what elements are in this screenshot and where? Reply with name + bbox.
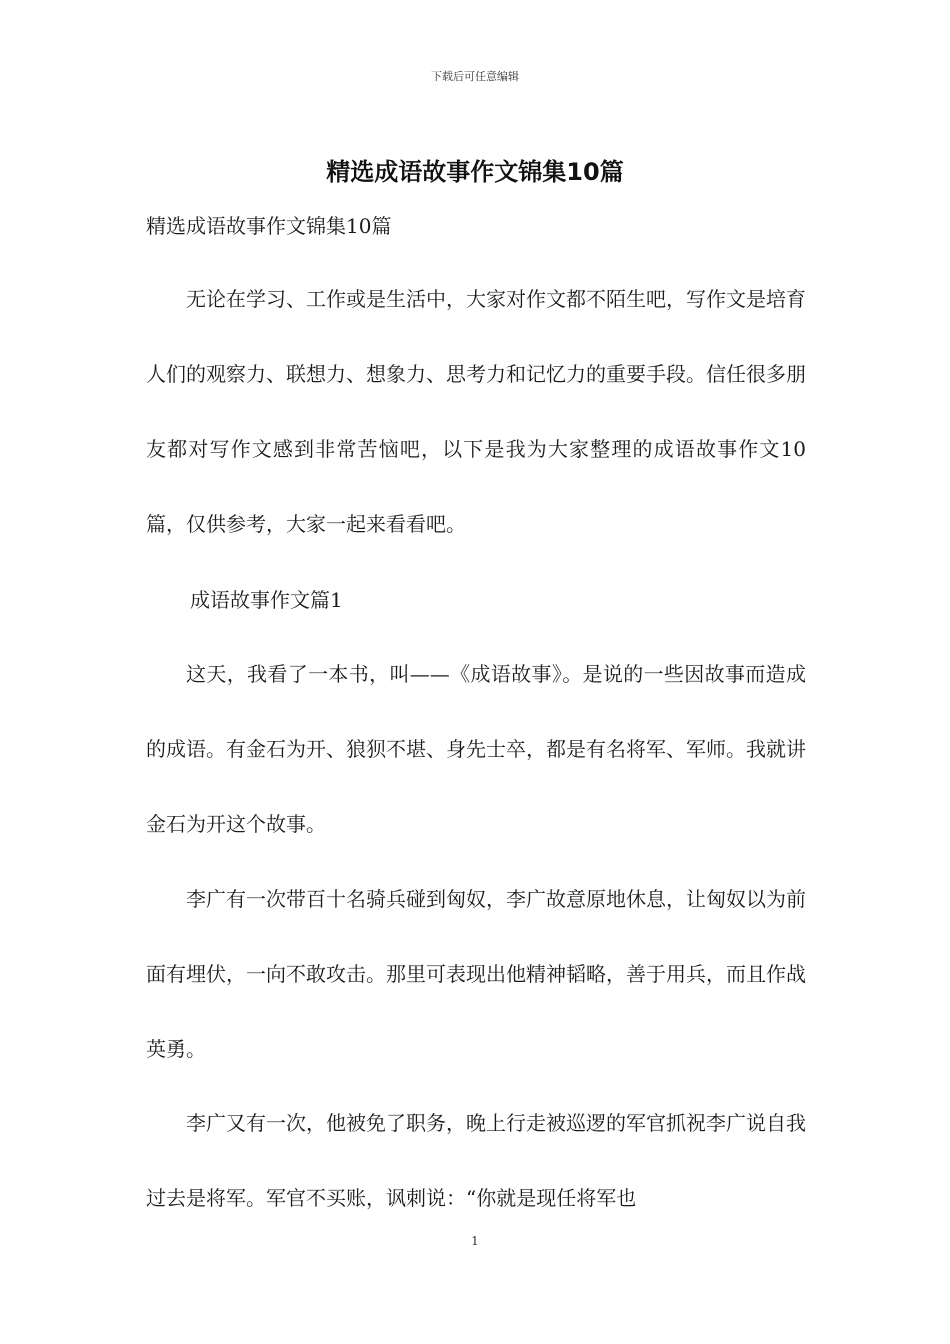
page-number: 1 [471, 1234, 479, 1248]
header-note: 下载后可任意编辑 [431, 70, 519, 83]
document-title: 精选成语故事作文锦集10篇 [326, 158, 624, 186]
document-subtitle: 精选成语故事作文锦集10篇 [146, 214, 392, 238]
section-heading: 成语故事作文篇1 [190, 588, 343, 612]
story-paragraph-3: 李广又有一次，他被免了职务，晚上行走被巡逻的军官抓祝李广说自我过去是将军。军官不买账，讽刺说：“你就是现任将军也 [146, 1111, 806, 1210]
story-paragraph-1: 这天，我看了一本书，叫——《成语故事》。是说的一些因故事而造成的成语。有金石为开、狼狈不堪、身先士卒，都是有名将军、军师。我就讲金石为开这个故事。 [146, 662, 806, 836]
intro-paragraph: 无论在学习、工作或是生活中，大家对作文都不陌生吧，写作文是培育人们的观察力、联想力、想象力、思考力和记忆力的重要手段。信任很多朋友都对写作文感到非常苦恼吧，以下是我为大家整理的成语故事作文10篇，仅供参考，大家一起来看看吧。 [146, 287, 806, 536]
story-paragraph-2: 李广有一次带百十名骑兵碰到匈奴，李广故意原地休息，让匈奴以为前面有埋伏，一向不敢攻击。那里可表现出他精神韬略，善于用兵，而且作战英勇。 [146, 887, 806, 1061]
